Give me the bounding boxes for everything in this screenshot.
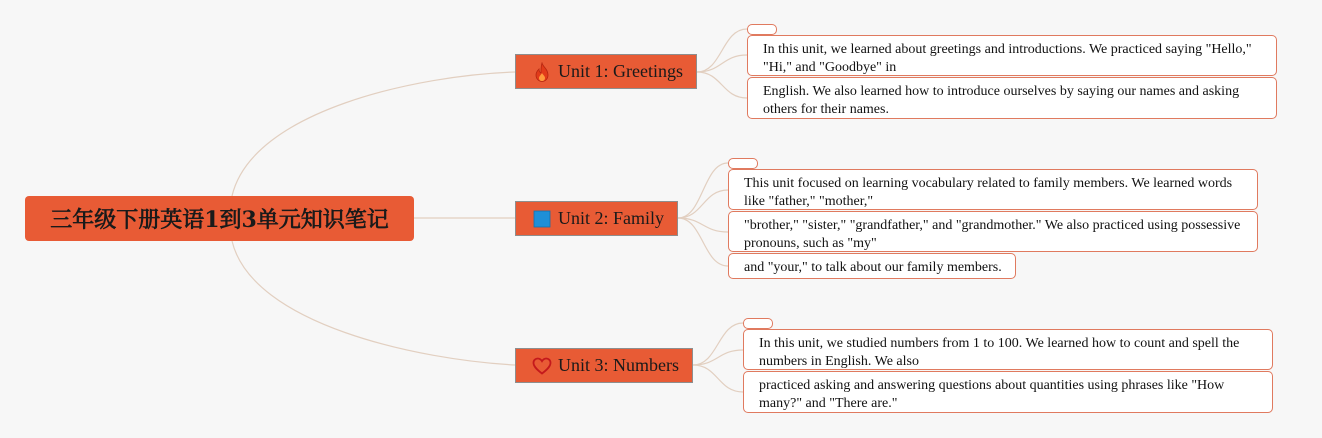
topic-label: Unit 2: Family bbox=[558, 208, 665, 228]
note-unit-1-part-2[interactable] bbox=[747, 77, 1277, 119]
blue-square-icon bbox=[532, 209, 552, 229]
note-unit-3-part-2[interactable] bbox=[743, 371, 1273, 413]
note-unit-2-part-3[interactable] bbox=[728, 253, 1016, 279]
topic-label: Unit 1: Greetings bbox=[558, 61, 683, 81]
root-topic[interactable] bbox=[25, 196, 414, 241]
note-text: "brother," "sister," "grandfather," and "grandmother." We also practiced using possessive pronouns, such as "my" bbox=[744, 218, 1241, 251]
empty-note-stub[interactable] bbox=[747, 24, 777, 35]
note-unit-2-part-1[interactable] bbox=[728, 169, 1258, 210]
fire-icon bbox=[532, 62, 552, 82]
empty-note-stub[interactable] bbox=[743, 318, 773, 329]
topic-unit-2[interactable] bbox=[515, 201, 678, 236]
note-unit-2-part-2[interactable] bbox=[728, 211, 1258, 252]
note-text: This unit focused on learning vocabulary related to family members. We learned words like "father," "mother," bbox=[744, 176, 1233, 209]
empty-note-stub[interactable] bbox=[728, 158, 758, 169]
root-title: 三年级下册英语1到3单元知识笔记 bbox=[50, 207, 389, 233]
note-text: In this unit, we learned about greetings and introductions. We practiced saying "Hello," "Hi," and "Goodbye" in bbox=[763, 42, 1252, 75]
note-unit-1-part-1[interactable] bbox=[747, 35, 1277, 76]
note-text: English. We also learned how to introduce ourselves by saying our names and asking others for their names. bbox=[763, 84, 1240, 117]
note-text: practiced asking and answering questions about quantities using phrases like "How many?" and "There are." bbox=[759, 378, 1225, 411]
note-text: In this unit, we studied numbers from 1 to 100. We learned how to count and spell the numbers in English. We also bbox=[759, 336, 1240, 369]
topic-label: Unit 3: Numbers bbox=[558, 355, 679, 375]
note-text: and "your," to talk about our family members. bbox=[744, 260, 1002, 275]
note-unit-3-part-1[interactable] bbox=[743, 329, 1273, 370]
topic-unit-3[interactable] bbox=[515, 348, 693, 383]
topic-unit-1[interactable] bbox=[515, 54, 697, 89]
heart-outline-icon bbox=[532, 356, 552, 376]
